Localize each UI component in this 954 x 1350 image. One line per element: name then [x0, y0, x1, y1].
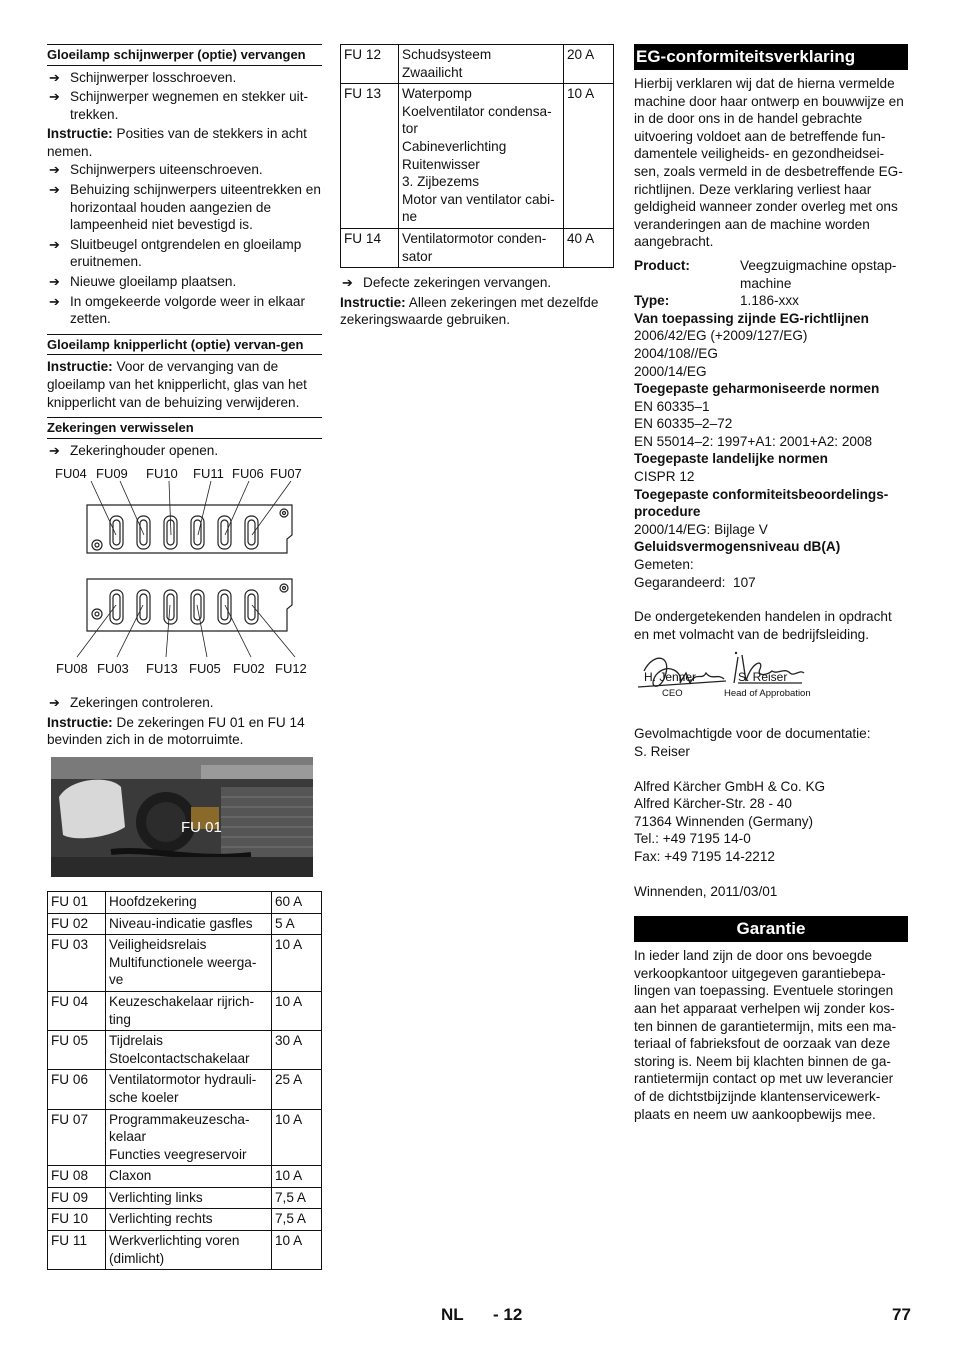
- step-item: ➔ Zekeringhouder openen.: [49, 442, 219, 458]
- fuse-description: [106, 1109, 272, 1166]
- fuse-amperage: 25 A: [272, 1070, 322, 1109]
- fuse-description-line: Functies veegreservoir: [109, 1146, 247, 1162]
- noise-measured: Gemeten:: [634, 557, 694, 573]
- photo-label: FU 01: [181, 818, 222, 836]
- fuse-description: [106, 1209, 272, 1231]
- arrow-right-icon: ➔: [49, 236, 60, 252]
- arrow-right-icon: ➔: [49, 162, 60, 178]
- column-middle: [340, 44, 614, 330]
- arrow-right-icon: ➔: [49, 89, 60, 105]
- fuse-description: [399, 228, 564, 267]
- eg-intro-text: Hierbij verklaren wij dat de hierna vermelde machine door haar ontwerp en bouwwijze en in de door ons in de handel gebrachte uitvoering voldoet aan de betreffende fun-damentele veiligheids- en gezondheidsei-sen, zoals vermeld in de desbetreffende EG-richtlijnen. Deze verklaring verliest haar geldigheid wanneer zonder overleg met ons veranderingen aan de machine worden aangebracht.: [634, 76, 904, 250]
- arrow-right-icon: ➔: [49, 442, 60, 458]
- fuse-id: FU 14: [341, 228, 399, 267]
- product-row: Product: Veegzuigmachine opstap-machine: [634, 257, 897, 291]
- documentation-label: Gevolmachtigde voor de documentatie:: [634, 726, 871, 742]
- footer-page-local: - 12: [493, 1305, 523, 1324]
- noise-level-title: Geluidsvermogensniveau dB(A): [634, 539, 841, 555]
- fuse-description: [106, 1070, 272, 1109]
- eg-declaration-heading: EG-conformiteitsverklaring: [634, 44, 908, 70]
- standard-line: EN 60335–2–72: [634, 416, 733, 432]
- step-item: ➔ Nieuwe gloeilamp plaatsen.: [49, 274, 237, 290]
- diagram-label: FU06: [232, 466, 264, 482]
- fuse-description-line: Stoelcontactschakelaar: [109, 1050, 250, 1066]
- fuse-description-line: Waterpomp: [402, 86, 472, 102]
- directive-line: 2004/108//EG: [634, 345, 718, 361]
- signatory-name: H. Jenner: [644, 670, 697, 685]
- standard-line: CISPR 12: [634, 469, 695, 485]
- fuse-row: [48, 1231, 322, 1270]
- fuse-row: [48, 991, 322, 1030]
- fuse-id: FU 09: [48, 1187, 106, 1209]
- warranty-text: In ieder land zijn de door ons bevoegde verkoopkantoor uitgegeven garantiebepa-lingen van toepassing. Eventuele storingen aan het apparaat verhelpen wij zonder kos-ten binnen de garantietermijn, mits een ma-teriaal of fabrieksfout de oorzaak van deze storing is. Neem bij klachten binnen de ga-rantietermijn contact op met uw leverancier of de dichtstbijzijnde klantenservicewerk-plaats en neem uw aankoopbewijs mee.: [634, 948, 897, 1122]
- instruction-note: Instructie: De zekeringen FU 01 en FU 14 bevinden zich in de motorruimte.: [47, 714, 305, 748]
- fuse-description-line: Ruitenwisser: [402, 156, 480, 172]
- fuse-description-line: Koelventilator condensa-tor: [402, 103, 552, 137]
- standard-line: EN 55014–2: 1997+A1: 2001+A2: 2008: [634, 433, 873, 449]
- address-line: Alfred Kärcher-Str. 28 - 40: [634, 796, 792, 812]
- step-item: ➔ Defecte zekeringen vervangen.: [342, 275, 552, 291]
- place-date: Winnenden, 2011/03/01: [634, 883, 778, 899]
- diagram-label: FU12: [275, 661, 307, 677]
- fuse-row: [48, 1187, 322, 1209]
- address-line: Tel.: +49 7195 14-0: [634, 831, 751, 847]
- step-item: ➔ Sluitbeugel ontgrendelen en gloeilamp eruitnemen.: [49, 236, 302, 270]
- fuse-id: FU 05: [48, 1031, 106, 1070]
- fuse-description-line: Keuzeschakelaar rijrich-ting: [109, 993, 255, 1027]
- fuse-description-line: Multifunctionele weerga-ve: [109, 954, 257, 988]
- fuse-amperage: 7,5 A: [272, 1209, 322, 1231]
- fuse-description: [106, 913, 272, 935]
- fuse-description: [106, 1187, 272, 1209]
- warranty-heading: Garantie: [634, 916, 908, 942]
- fuse-description: [106, 1031, 272, 1070]
- engine-compartment-photo: [51, 757, 313, 877]
- fuse-amperage: 5 A: [272, 913, 322, 935]
- signatory-name: S. Reiser: [738, 670, 788, 685]
- fuse-row: [48, 1109, 322, 1166]
- diagram-label: FU03: [97, 661, 129, 677]
- address-line: Alfred Kärcher GmbH & Co. KG: [634, 778, 826, 794]
- fuse-description-line: Ventilatormotor hydrauli-sche koeler: [109, 1072, 257, 1105]
- fuse-table-right: [340, 44, 614, 268]
- fuse-amperage: 10 A: [272, 1109, 322, 1166]
- fuse-id: FU 07: [48, 1109, 106, 1166]
- diagram-label: FU11: [193, 466, 224, 482]
- step-item: ➔ Schijnwerper wegnemen en stekker uit-trekken.: [49, 89, 309, 122]
- fuse-description: [106, 935, 272, 992]
- fuse-description-line: Programmakeuzescha-kelaar: [109, 1111, 250, 1145]
- fuse-description: [399, 45, 564, 84]
- fuse-id: FU 01: [48, 891, 106, 913]
- fuse-row: [48, 891, 322, 913]
- fuse-holder-diagram: [47, 465, 322, 690]
- fuse-amperage: 10 A: [272, 991, 322, 1030]
- diagram-label: FU04: [55, 466, 87, 482]
- engine-photo-drawing: [51, 757, 313, 877]
- diagram-label: FU02: [233, 661, 265, 677]
- fuse-id: FU 02: [48, 913, 106, 935]
- fuse-amperage: 20 A: [564, 45, 614, 84]
- fuse-amperage: 40 A: [564, 228, 614, 267]
- fuse-row: [341, 228, 614, 267]
- documentation-name: S. Reiser: [634, 744, 690, 759]
- fuse-row: [48, 1166, 322, 1188]
- fuse-amperage: 10 A: [272, 1166, 322, 1188]
- fuse-description: [106, 991, 272, 1030]
- step-item: ➔ Behuizing schijnwerpers uiteentrekken en horizontaal houden aangezien de lampeenheid niet bevestigd is.: [49, 182, 321, 233]
- fuse-row: [48, 1031, 322, 1070]
- fuse-row: [48, 913, 322, 935]
- fuse-amperage: 10 A: [272, 1231, 322, 1270]
- signatories-intro: De ondergetekenden handelen in opdracht en met volmacht van de bedrijfsleiding.: [634, 609, 892, 642]
- diagram-label: FU05: [189, 661, 221, 677]
- footer-page-number: 77: [892, 1305, 911, 1324]
- section-title-fuses: Zekeringen verwisselen: [47, 417, 322, 439]
- fuse-amperage: 60 A: [272, 891, 322, 913]
- procedure-title: Toegepaste conformiteitsbeoordelings-procedure: [634, 486, 889, 520]
- diagram-label: FU13: [146, 661, 178, 677]
- address-line: Fax: +49 7195 14-2212: [634, 848, 775, 864]
- signatory-role: Head of Approbation: [724, 688, 811, 700]
- fuse-description-line: Niveau-indicatie gasfles: [109, 915, 253, 931]
- fuse-description-line: Cabineverlichting: [402, 138, 507, 154]
- fuse-description: [399, 84, 564, 229]
- standard-line: EN 60335–1: [634, 398, 710, 414]
- address-line: 71364 Winnenden (Germany): [634, 813, 814, 829]
- fuse-description-line: Ventilatormotor conden-sator: [402, 230, 547, 264]
- arrow-right-icon: ➔: [49, 274, 60, 290]
- fuse-id: FU 11: [48, 1231, 106, 1270]
- fuse-row: [48, 1209, 322, 1231]
- fuse-id: FU 10: [48, 1209, 106, 1231]
- fuse-table-left: [47, 891, 322, 1270]
- procedure-line: 2000/14/EG: Bijlage V: [634, 521, 768, 537]
- fuse-description-line: Werkverlichting voren (dimlicht): [109, 1233, 240, 1266]
- arrow-right-icon: ➔: [49, 69, 60, 85]
- fuse-holder-drawing: [47, 465, 322, 690]
- diagram-label: FU08: [56, 661, 88, 677]
- fuse-id: FU 04: [48, 991, 106, 1030]
- step-item: ➔ Schijnwerper losschroeven.: [49, 69, 237, 85]
- fuse-row: [341, 45, 614, 84]
- fuse-amperage: 10 A: [272, 935, 322, 992]
- instruction-note: Instructie: Posities van de stekkers in acht nemen.: [47, 126, 307, 159]
- step-item: ➔ In omgekeerde volgorde weer in elkaar zetten.: [49, 293, 306, 327]
- column-right: [634, 44, 908, 1123]
- directive-line: 2006/42/EG (+2009/127/EG): [634, 328, 808, 344]
- fuse-id: FU 03: [48, 935, 106, 992]
- fuse-id: FU 12: [341, 45, 399, 84]
- fuse-amperage: 10 A: [564, 84, 614, 229]
- column-left: [47, 44, 322, 1270]
- diagram-label: FU10: [146, 466, 178, 482]
- fuse-id: FU 08: [48, 1166, 106, 1188]
- fuse-description-line: Verlichting links: [109, 1189, 203, 1205]
- fuse-description-line: Hoofdzekering: [109, 893, 197, 909]
- diagram-label: FU07: [270, 466, 302, 482]
- fuse-description-line: 3. Zijbezems: [402, 174, 480, 190]
- harmonised-standards-title: Toegepaste geharmoniseerde normen: [634, 381, 880, 397]
- fuse-description-line: Claxon: [109, 1168, 152, 1184]
- fuse-description: [106, 1231, 272, 1270]
- directive-line: 2000/14/EG: [634, 363, 707, 379]
- fuse-description-line: Verlichting rechts: [109, 1211, 213, 1227]
- directives-title: Van toepassing zijnde EG-richtlijnen: [634, 310, 869, 326]
- fuse-row: [341, 84, 614, 229]
- arrow-right-icon: ➔: [342, 275, 353, 291]
- fuse-row: [48, 935, 322, 992]
- instruction-note: Instructie: Alleen zekeringen met dezelfde zekeringswaarde gebruiken.: [340, 294, 599, 328]
- fuse-amperage: 30 A: [272, 1031, 322, 1070]
- step-item: ➔ Schijnwerpers uiteenschroeven.: [49, 162, 263, 178]
- fuse-description-line: Zwaailicht: [402, 64, 463, 80]
- signatory-role: CEO: [662, 688, 683, 700]
- arrow-right-icon: ➔: [49, 695, 60, 711]
- arrow-right-icon: ➔: [49, 293, 60, 309]
- signature-block: [634, 651, 908, 721]
- fuse-description-line: Veiligheidsrelais: [109, 937, 207, 953]
- arrow-right-icon: ➔: [49, 182, 60, 198]
- noise-guaranteed: Gegarandeerd: 107: [634, 574, 756, 590]
- instruction-note: Instructie: Voor de vervanging van de gloeilamp van het knipperlicht, glas van het knipperlicht van de behuizing verwijderen.: [47, 359, 307, 410]
- national-standards-title: Toegepaste landelijke normen: [634, 451, 828, 467]
- diagram-label: FU09: [96, 466, 128, 482]
- fuse-description-line: Tijdrelais: [109, 1033, 163, 1049]
- fuse-row: [48, 1070, 322, 1109]
- fuse-id: FU 06: [48, 1070, 106, 1109]
- fuse-description: [106, 891, 272, 913]
- fuse-description-line: Motor van ventilator cabi-ne: [402, 191, 555, 225]
- section-title-headlight-bulb: Gloeilamp schijnwerper (optie) vervangen: [47, 44, 322, 66]
- footer-language: NL: [441, 1305, 464, 1324]
- step-item: ➔ Zekeringen controleren.: [49, 695, 214, 711]
- section-title-blinker-bulb: Gloeilamp knipperlicht (optie) vervan-gen: [47, 334, 322, 356]
- fuse-amperage: 7,5 A: [272, 1187, 322, 1209]
- type-row: Type: 1.186-xxx: [634, 293, 799, 309]
- fuse-description-line: Schudsysteem: [402, 47, 492, 62]
- fuse-description: [106, 1166, 272, 1188]
- fuse-id: FU 13: [341, 84, 399, 229]
